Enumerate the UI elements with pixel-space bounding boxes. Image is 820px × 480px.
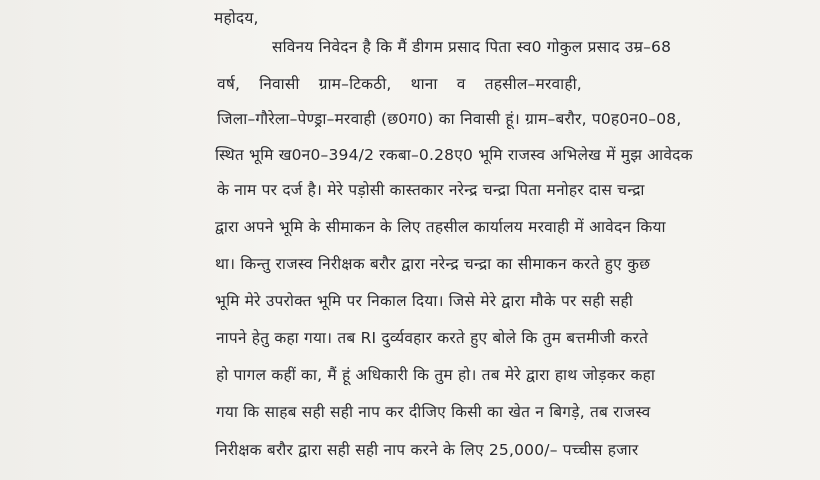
salutation: महोदय, <box>214 9 259 27</box>
body-line-2: वर्ष, निवासी ग्राम–टिकठी, थाना व तहसील–मरवाही, <box>217 75 582 93</box>
body-line-8: भूमि मेरे उपरोक्त भूमि पर निकाल दिया। जिसे मेरे द्वारा मौके पर सही सही <box>215 292 633 310</box>
body-line-5: के नाम पर दर्ज है। मेरे पड़ोसी कास्तकार नरेन्द्र चन्द्रा पिता मनोहर दास चन्द्रा <box>217 181 645 199</box>
body-line-3: जिला–गौरेला–पेण्ड्रा–मरवाही (छ0ग0) का निवासी हूं। ग्राम–बरौर, प0ह0न0–08, <box>217 110 682 128</box>
body-line-9: नापने हेतु कहा गया। तब RI दुर्व्यवहार करते हुए बोले कि तुम बत्तमीजी करते <box>216 329 649 347</box>
body-line-7: था। किन्तु राजस्व निरीक्षक बरौर द्वारा नरेन्द्र चन्द्रा का सीमाकन करते हुए कुछ <box>215 255 651 273</box>
body-line-1: सविनय निवेदन है कि मैं डीगम प्रसाद पिता स्व0 गोकुल प्रसाद उम्र–68 <box>272 38 672 56</box>
body-line-4: स्थित भूमि ख0न0–394/2 रकबा–0.28ए0 भूमि राजस्व अभिलेख में मुझ आवेदक <box>215 146 693 164</box>
body-line-12: निरीक्षक बरौर द्वारा सही सही नाप करने के लिए 25,000/– पच्चीस हजार <box>215 441 639 459</box>
body-line-10: हो पागल कहीं का, मैं हूं अधिकारी कि तुम हो। तब मेरे द्वारा हाथ जोड़कर कहा <box>216 366 656 384</box>
body-line-11: गया कि साहब सही सही नाप कर दीजिए किसी का खेत न बिगड़े, तब राजस्व <box>216 403 651 421</box>
body-line-6: द्वारा अपने भूमि के सीमाकन के लिए तहसील कार्यालय मरवाही में आवेदन किया <box>215 218 666 236</box>
